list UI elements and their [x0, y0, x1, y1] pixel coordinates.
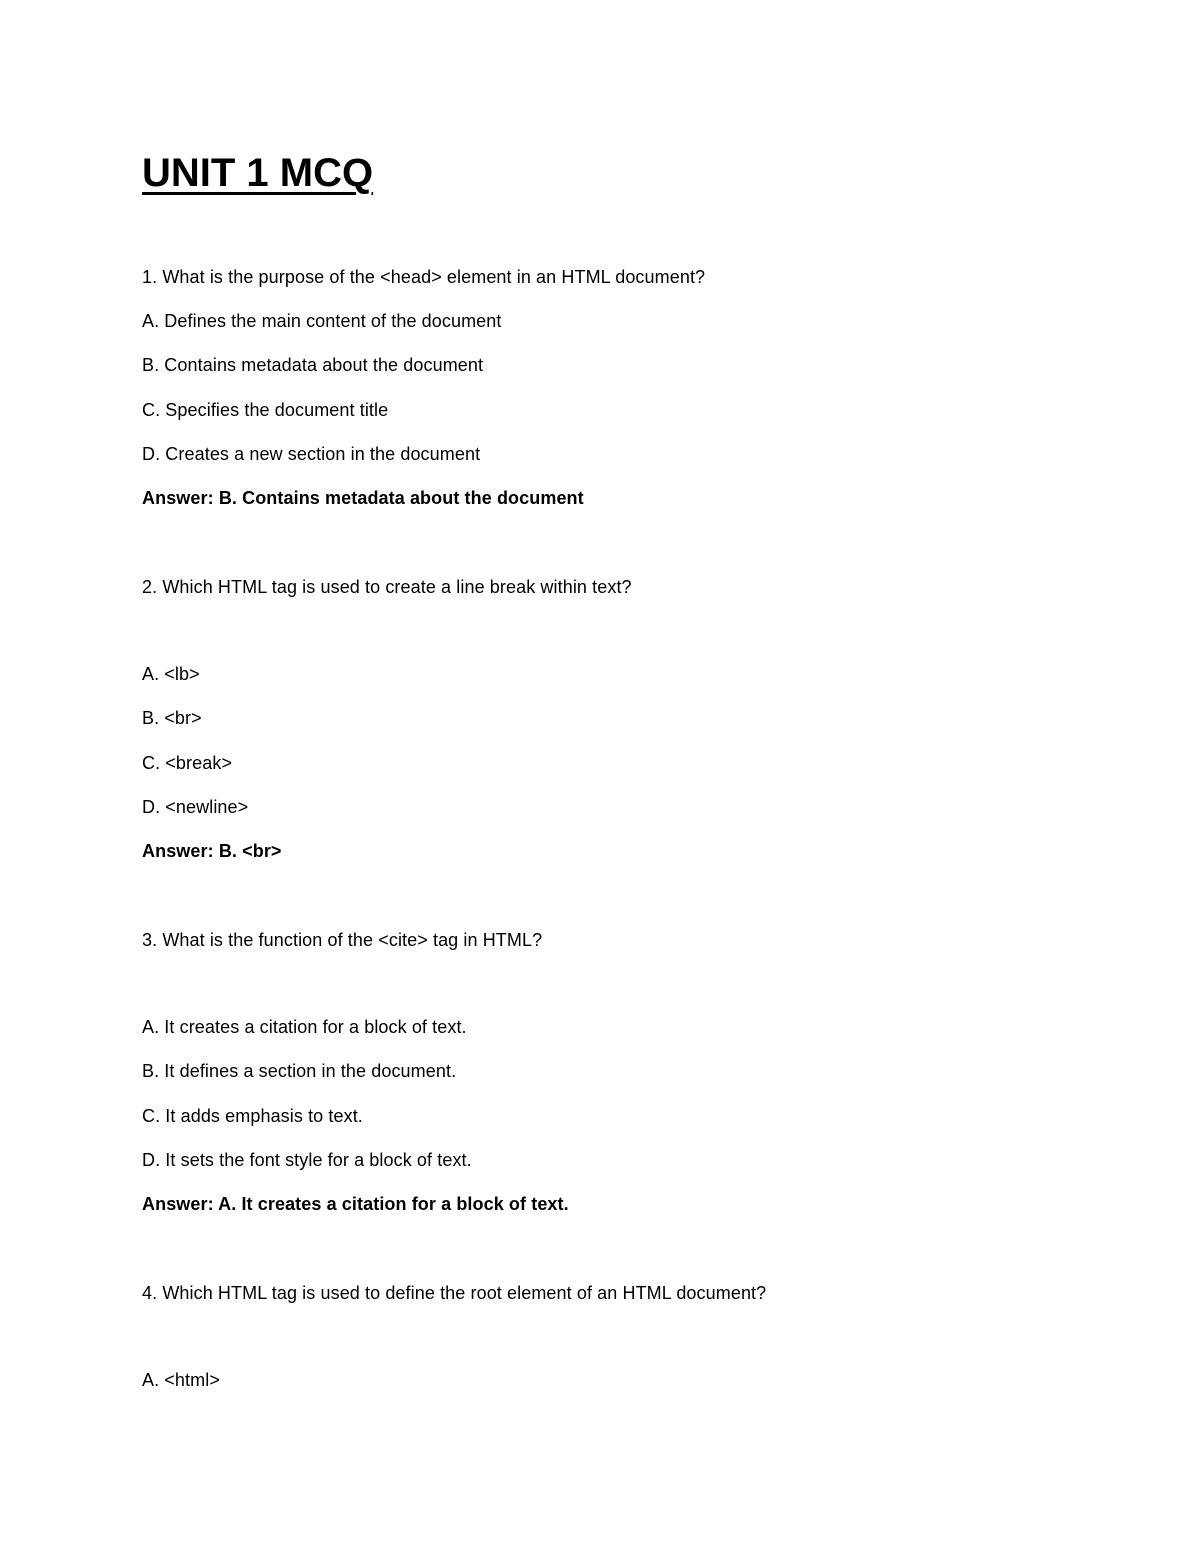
- question-2-option-d: D. <newline>: [142, 797, 249, 817]
- question-1-answer: Answer: B. Contains metadata about the document: [142, 488, 584, 508]
- question-2-text: 2. Which HTML tag is used to create a line break within text?: [142, 577, 632, 597]
- question-4-option-a: A. <html>: [142, 1370, 220, 1390]
- question-2-option-b: B. <br>: [142, 708, 202, 728]
- question-2-option-c: C. <break>: [142, 753, 233, 773]
- question-1-option-c: C. Specifies the document title: [142, 400, 389, 420]
- question-1-text: 1. What is the purpose of the <head> element in an HTML document?: [142, 267, 706, 287]
- question-3-option-c: C. It adds emphasis to text.: [142, 1106, 363, 1126]
- question-1-option-b: B. Contains metadata about the document: [142, 355, 484, 375]
- question-2-option-a: A. <lb>: [142, 664, 200, 684]
- question-3-option-a: A. It creates a citation for a block of text.: [142, 1017, 467, 1037]
- question-4-text: 4. Which HTML tag is used to define the root element of an HTML document?: [142, 1283, 767, 1303]
- question-2-answer: Answer: B. <br>: [142, 841, 282, 861]
- question-3-answer: Answer: A. It creates a citation for a block of text.: [142, 1194, 569, 1214]
- question-1-option-d: D. Creates a new section in the document: [142, 444, 481, 464]
- question-1-option-a: A. Defines the main content of the document: [142, 311, 502, 331]
- question-3-option-b: B. It defines a section in the document.: [142, 1061, 457, 1081]
- page-title: UNIT 1 MCQ: [142, 151, 374, 195]
- question-3-option-d: D. It sets the font style for a block of text.: [142, 1150, 472, 1170]
- question-3-text: 3. What is the function of the <cite> tag in HTML?: [142, 930, 543, 950]
